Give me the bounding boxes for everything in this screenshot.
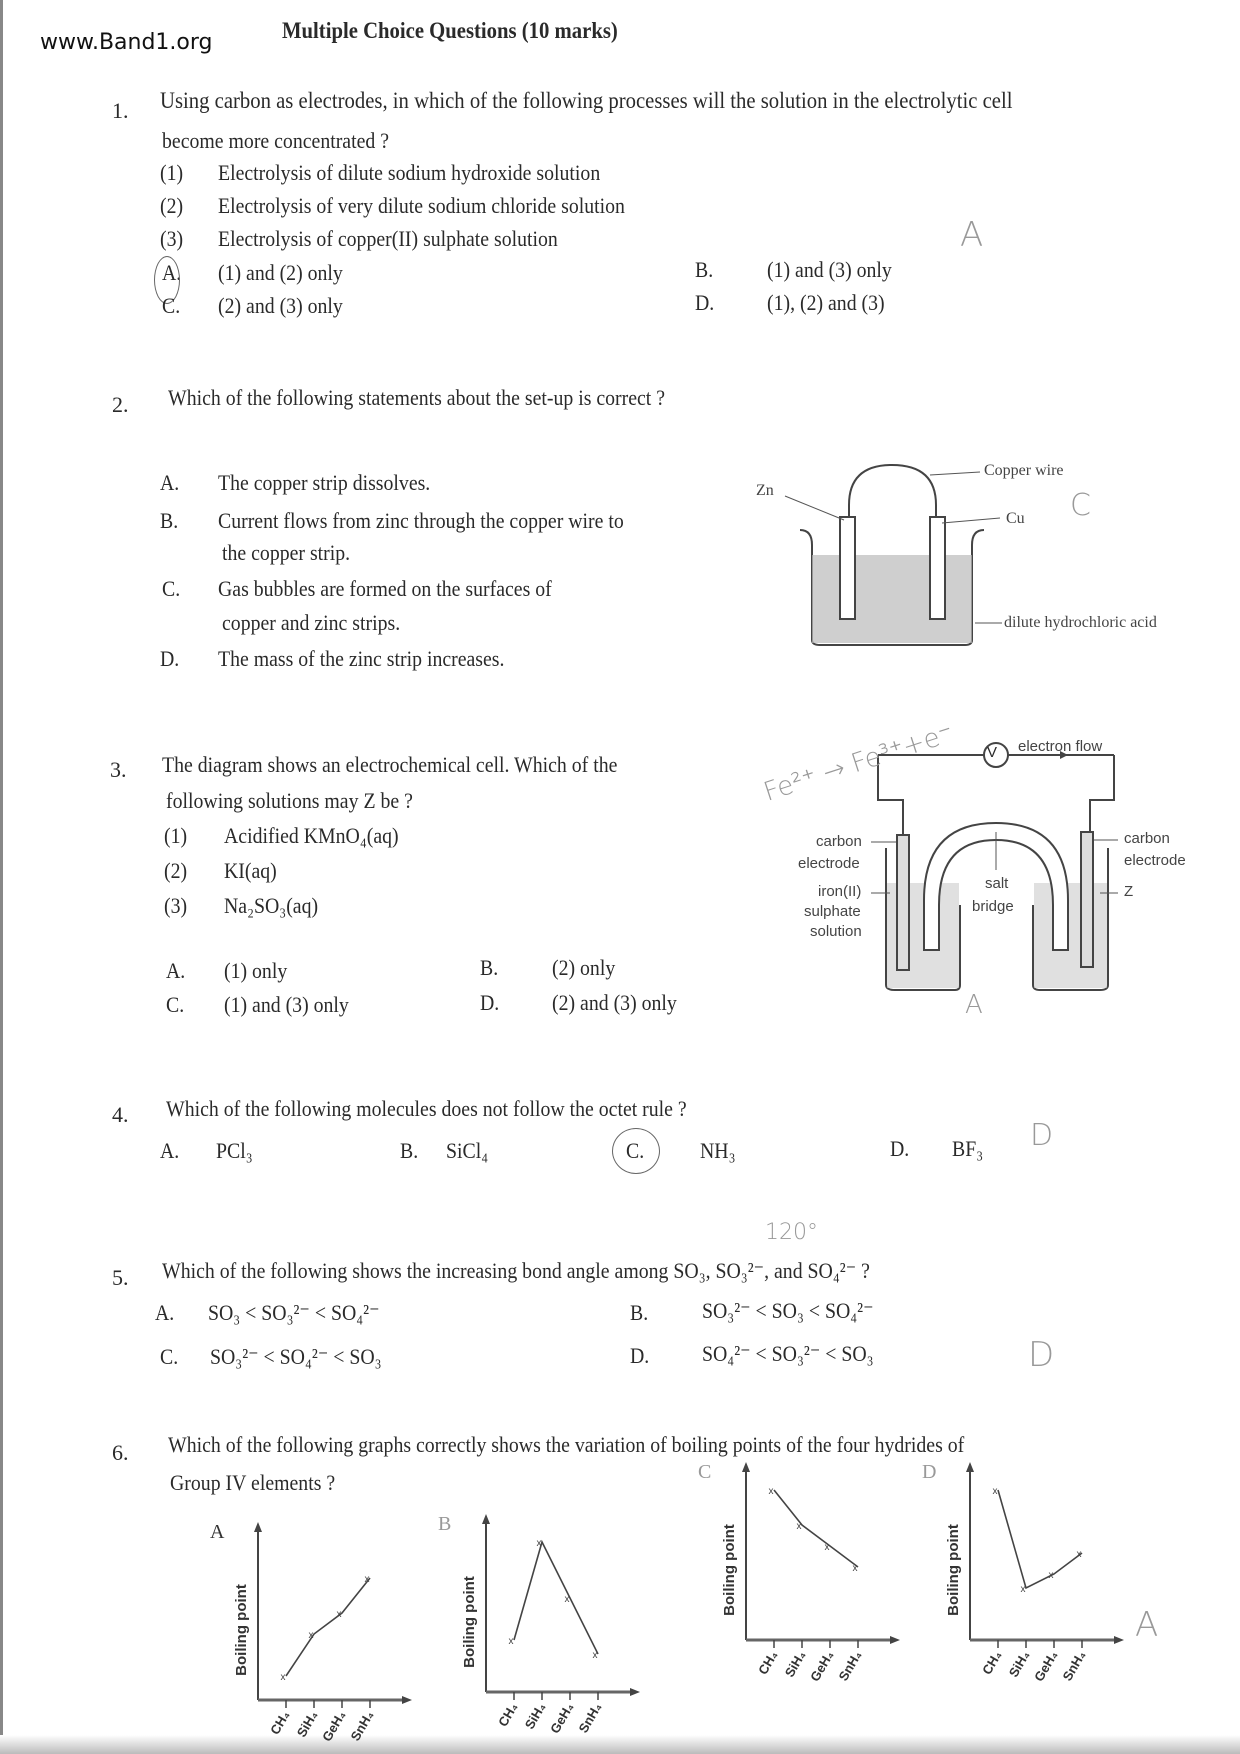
option-d-label: D. <box>890 1136 910 1161</box>
data-point: x <box>824 1542 830 1553</box>
y-axis-label: Boiling point <box>945 1524 962 1616</box>
option-c-label: C. <box>162 576 181 601</box>
statement-label: (2) <box>160 193 184 218</box>
graph-title: A <box>210 1521 225 1543</box>
data-point: x <box>280 1672 286 1683</box>
option-d-label: D. <box>695 290 715 315</box>
option-b-label: B. <box>695 257 714 282</box>
x-tick-label: SiH₄ <box>293 1708 321 1740</box>
y-axis-label: Boiling point <box>233 1584 250 1676</box>
option-c-label: C. <box>166 992 185 1017</box>
data-point: x <box>992 1486 998 1497</box>
option-b-text: (2) only <box>552 955 616 980</box>
carbon-electrode-label: electrode <box>798 855 860 872</box>
option-c-text: SO₃²⁻ < SO₄²⁻ < SO₃ <box>210 1344 382 1369</box>
option-d-text: BF₃ <box>952 1136 984 1161</box>
data-point: x <box>336 1609 342 1620</box>
option-a-text: PCl₃ <box>216 1138 253 1163</box>
z-label: Z <box>1124 883 1134 900</box>
x-tick-label: SnH₄ <box>347 1708 377 1744</box>
iron-sulphate-label: sulphate <box>804 903 861 920</box>
y-axis-label: Boiling point <box>461 1576 478 1668</box>
watermark: www.Band1.org <box>40 30 213 55</box>
statement-text: Acidified KMnO₄(aq) <box>224 823 399 848</box>
option-d-text: The mass of the zinc strip increases. <box>218 646 505 671</box>
option-b-text: the copper strip. <box>222 540 351 565</box>
graph-title: B <box>438 1513 452 1535</box>
handwritten-answer: D <box>1030 1118 1054 1153</box>
data-point: x <box>768 1486 774 1497</box>
option-b-label: B. <box>480 955 499 980</box>
question-text: The diagram shows an electrochemical cell. Which of the <box>162 752 618 777</box>
data-point: x <box>308 1630 314 1641</box>
option-c-label: C. <box>162 293 181 318</box>
statement-text: Na₂SO₃(aq) <box>224 893 319 918</box>
data-point: x <box>796 1521 802 1532</box>
question-text: Which of the following statements about the set-up is correct ? <box>168 385 666 410</box>
option-a-text: SO₃ < SO₃²⁻ < SO₄²⁻ <box>208 1300 380 1325</box>
electron-flow-label: electron flow <box>1018 738 1103 755</box>
cu-label: Cu <box>1006 510 1025 527</box>
question-number: 5. <box>112 1265 129 1290</box>
option-a-text: The copper strip dissolves. <box>218 470 431 495</box>
question-text: following solutions may Z be ? <box>166 788 413 813</box>
option-d-label: D. <box>160 646 180 671</box>
handwritten-answer: A <box>965 990 983 1020</box>
option-b-text: SiCl₄ <box>446 1138 489 1163</box>
x-tick-label: SiH₄ <box>521 1700 549 1732</box>
option-a-text: (1) only <box>224 958 288 983</box>
carbon-electrode-label: electrode <box>1124 852 1186 869</box>
graph-title: C <box>698 1461 712 1483</box>
x-tick-label: SnH₄ <box>575 1700 605 1736</box>
x-tick-label: SiH₄ <box>781 1648 809 1680</box>
option-b-label: B. <box>400 1138 419 1163</box>
statement-label: (1) <box>160 160 184 185</box>
salt-bridge-label: bridge <box>972 898 1014 915</box>
statement-label: (3) <box>164 893 188 918</box>
y-axis-arrow <box>966 1462 974 1472</box>
data-point: x <box>1048 1570 1054 1581</box>
option-a-label: A. <box>162 260 182 285</box>
statement-text: Electrolysis of dilute sodium hydroxide solution <box>218 160 601 185</box>
option-a-label: A. <box>166 958 186 983</box>
data-point: x <box>852 1563 858 1574</box>
x-tick-label: SnH₄ <box>835 1648 865 1684</box>
series-line <box>998 1490 1082 1588</box>
option-d-label: D. <box>480 990 500 1015</box>
handwritten-answer: C <box>1070 488 1091 523</box>
option-d-text: (2) and (3) only <box>552 990 677 1015</box>
question-text: Which of the following graphs correctly shows the variation of boiling points of the four hydrides of <box>168 1432 965 1457</box>
data-point: x <box>592 1650 598 1661</box>
question-number: 1. <box>112 98 129 123</box>
option-c-text: (2) and (3) only <box>218 293 343 318</box>
x-tick-label: CH₄ <box>755 1648 781 1678</box>
x-tick-label: GeH₄ <box>547 1700 577 1737</box>
option-b-text: SO₃²⁻ < SO₃ < SO₄²⁻ <box>702 1298 874 1323</box>
carbon-electrode-label: carbon <box>1124 830 1170 847</box>
question-text: Which of the following molecules does not follow the octet rule ? <box>166 1096 687 1121</box>
x-tick-label: GeH₄ <box>319 1708 349 1745</box>
option-b-label: B. <box>160 508 179 533</box>
data-point: x <box>564 1594 570 1605</box>
option-c-label: C. <box>160 1344 179 1369</box>
option-a-label: A. <box>160 470 180 495</box>
data-point: x <box>1076 1549 1082 1560</box>
x-tick-label: CH₄ <box>267 1708 293 1738</box>
iron-sulphate-label: iron(II) <box>818 883 862 900</box>
option-c-label: C. <box>626 1138 645 1163</box>
x-tick-label: SiH₄ <box>1005 1648 1033 1680</box>
handwritten-answer: A <box>960 215 984 255</box>
option-a-text: (1) and (2) only <box>218 260 343 285</box>
handwritten-answer: D <box>1028 1335 1055 1375</box>
question-number: 6. <box>112 1440 129 1465</box>
handwritten-note: 120° <box>765 1220 818 1245</box>
option-d-label: D. <box>630 1343 650 1368</box>
option-d-text: SO₄²⁻ < SO₃²⁻ < SO₃ <box>702 1341 874 1366</box>
question-number: 2. <box>112 392 129 417</box>
x-tick-label: GeH₄ <box>1031 1648 1061 1685</box>
option-a-label: A. <box>155 1300 175 1325</box>
page-title: Multiple Choice Questions (10 marks) <box>282 18 618 43</box>
voltmeter-symbol: V <box>987 744 998 761</box>
question-text: Using carbon as electrodes, in which of the following processes will the solution in the electrolytic cell <box>160 88 1013 113</box>
data-point: x <box>536 1538 542 1549</box>
iron-sulphate-label: solution <box>810 923 862 940</box>
option-c-text: NH₃ <box>700 1138 736 1163</box>
x-tick-label: GeH₄ <box>807 1648 837 1685</box>
copper-wire-label: Copper wire <box>984 462 1064 479</box>
graph-title: D <box>922 1461 937 1483</box>
statement-text: Electrolysis of copper(II) sulphate solution <box>218 226 558 251</box>
question-number: 3. <box>110 757 127 782</box>
x-axis-arrow <box>1114 1636 1124 1644</box>
statement-text: KI(aq) <box>224 858 277 883</box>
y-axis-label: Boiling point <box>721 1524 738 1616</box>
option-b-text: (1) and (3) only <box>767 257 892 282</box>
option-b-text: Current flows from zinc through the copper wire to <box>218 508 624 533</box>
question-text: become more concentrated ? <box>162 128 390 153</box>
acid-label: dilute hydrochloric acid <box>1004 614 1157 631</box>
data-point: x <box>364 1574 370 1585</box>
handwritten-answer: A <box>1135 1605 1159 1645</box>
handwritten-note: Fe²⁺ → Fe³⁺+e⁻ <box>760 718 957 808</box>
x-tick-label: CH₄ <box>495 1700 521 1730</box>
salt-bridge-label: salt <box>985 875 1009 892</box>
zn-label: Zn <box>756 482 774 499</box>
question-number: 4. <box>112 1102 129 1127</box>
x-tick-label: SnH₄ <box>1059 1648 1089 1684</box>
statement-label: (3) <box>160 226 184 251</box>
x-tick-label: CH₄ <box>979 1648 1005 1678</box>
statement-label: (1) <box>164 823 188 848</box>
option-a-label: A. <box>160 1138 180 1163</box>
statement-label: (2) <box>164 858 188 883</box>
option-d-text: (1), (2) and (3) <box>767 290 885 315</box>
carbon-electrode-label: carbon <box>816 833 862 850</box>
option-b-label: B. <box>630 1300 649 1325</box>
option-c-text: Gas bubbles are formed on the surfaces of <box>218 576 552 601</box>
option-c-text: (1) and (3) only <box>224 992 349 1017</box>
data-point: x <box>1020 1584 1026 1595</box>
statement-text: Electrolysis of very dilute sodium chloride solution <box>218 193 625 218</box>
option-c-text: copper and zinc strips. <box>222 610 401 635</box>
data-point: x <box>508 1636 514 1647</box>
question-text: Group IV elements ? <box>170 1470 336 1495</box>
question-text: Which of the following shows the increasing bond angle among SO₃, SO₃²⁻, and SO₄²⁻ ? <box>162 1258 870 1283</box>
